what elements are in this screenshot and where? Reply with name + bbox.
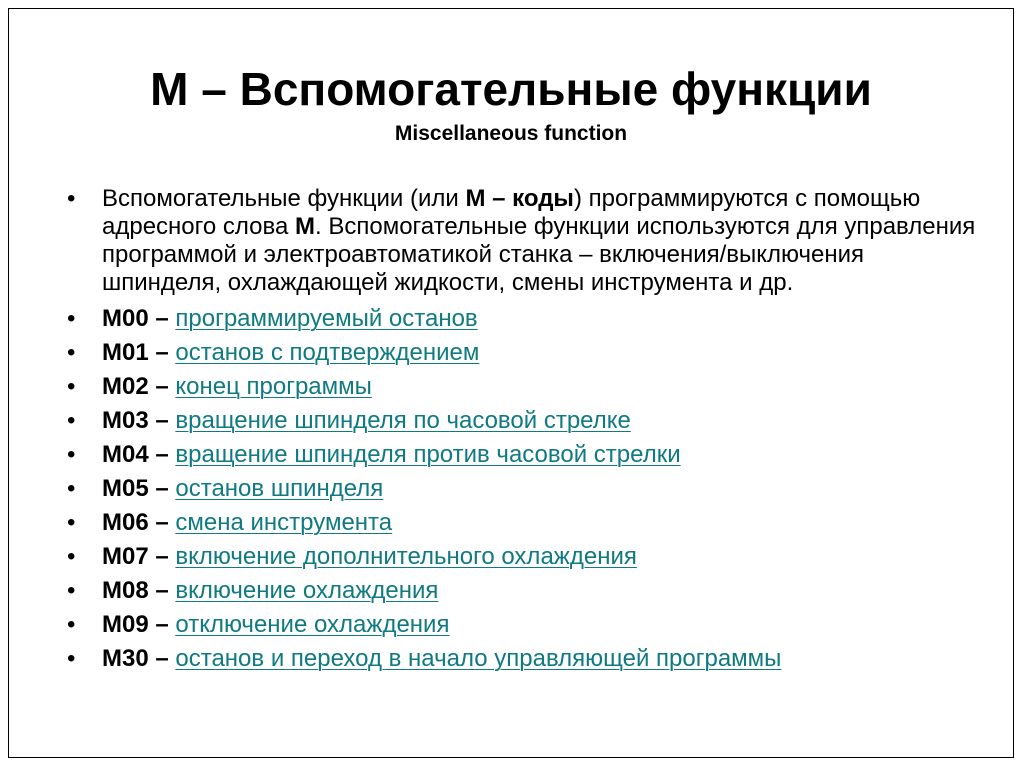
m-code-item bbox=[67, 577, 987, 611]
dash: – bbox=[148, 475, 176, 502]
m-code-description-link[interactable]: останов шпинделя bbox=[175, 475, 384, 502]
intro-text-2: ) программируются с помощью адресного слова bbox=[102, 185, 921, 240]
intro-text-3: . Вспомогательные функции используются для управления программой и электроавтоматикой станка – включения/выключения шпинделя, охлаждающей жидкости, смены инструмента и др. bbox=[102, 213, 976, 296]
dash: – bbox=[148, 509, 176, 536]
dash: – bbox=[148, 577, 176, 604]
dash: – bbox=[148, 645, 176, 672]
m-code-description-link[interactable]: конец программы bbox=[175, 373, 372, 400]
m-code-item bbox=[67, 543, 987, 577]
slide-content bbox=[67, 185, 987, 679]
bullet-icon: • bbox=[67, 407, 76, 434]
bullet-icon: • bbox=[67, 305, 76, 332]
m-code: M04 bbox=[102, 441, 149, 468]
dash: – bbox=[148, 441, 176, 468]
m-code-description-link[interactable]: отключение охлаждения bbox=[175, 611, 450, 638]
intro-bold-m: М bbox=[295, 213, 316, 240]
dash: – bbox=[148, 305, 176, 332]
m-code-description-link[interactable]: вращение шпинделя против часовой стрелки bbox=[175, 441, 681, 468]
slide-title: М – Вспомогательные функции bbox=[150, 63, 872, 115]
m-code-item bbox=[67, 645, 987, 679]
m-code-item bbox=[67, 339, 987, 373]
intro-text-1: Вспомогательные функции (или bbox=[102, 185, 466, 212]
m-code: M07 bbox=[102, 543, 149, 570]
slide bbox=[8, 8, 1014, 758]
m-code-item bbox=[67, 407, 987, 441]
dash: – bbox=[148, 611, 176, 638]
m-code-description-link[interactable]: программируемый останов bbox=[175, 305, 478, 332]
bullet-icon: • bbox=[67, 645, 76, 672]
intro-paragraph bbox=[67, 185, 987, 297]
dash: – bbox=[148, 373, 176, 400]
m-code: M02 bbox=[102, 373, 149, 400]
m-code-item bbox=[67, 373, 987, 407]
intro-bold-m-codes: М – коды bbox=[465, 185, 574, 212]
m-code-item bbox=[67, 475, 987, 509]
m-code-description-link[interactable]: включение охлаждения bbox=[175, 577, 439, 604]
m-code: M30 bbox=[102, 645, 149, 672]
m-code: M01 bbox=[102, 339, 149, 366]
m-code: M09 bbox=[102, 611, 149, 638]
m-code: M05 bbox=[102, 475, 149, 502]
bullet-icon: • bbox=[67, 373, 76, 400]
bullet-icon: • bbox=[67, 475, 76, 502]
m-code-description-link[interactable]: вращение шпинделя по часовой стрелке bbox=[175, 407, 631, 434]
dash: – bbox=[148, 543, 176, 570]
m-code: M08 bbox=[102, 577, 149, 604]
bullet-icon: • bbox=[67, 441, 76, 468]
m-code-item bbox=[67, 509, 987, 543]
m-code: M06 bbox=[102, 509, 149, 536]
slide-subtitle: Miscellaneous function bbox=[394, 122, 628, 145]
bullet-icon: • bbox=[67, 611, 76, 638]
bullet-icon: • bbox=[67, 185, 76, 212]
m-code-description-link[interactable]: останов и переход в начало управляющей программы bbox=[175, 645, 782, 672]
m-code-description-link[interactable]: останов с подтверждением bbox=[175, 339, 480, 366]
m-code-list bbox=[67, 305, 987, 679]
m-code: M00 bbox=[102, 305, 149, 332]
bullet-icon: • bbox=[67, 577, 76, 604]
dash: – bbox=[148, 407, 176, 434]
m-code-item bbox=[67, 611, 987, 645]
m-code-description-link[interactable]: смена инструмента bbox=[175, 509, 393, 536]
bullet-icon: • bbox=[67, 339, 76, 366]
dash: – bbox=[148, 339, 176, 366]
m-code: M03 bbox=[102, 407, 149, 434]
m-code-item bbox=[67, 305, 987, 339]
m-code-description-link[interactable]: включение дополнительного охлаждения bbox=[175, 543, 637, 570]
bullet-icon: • bbox=[67, 543, 76, 570]
m-code-item bbox=[67, 441, 987, 475]
bullet-icon: • bbox=[67, 509, 76, 536]
